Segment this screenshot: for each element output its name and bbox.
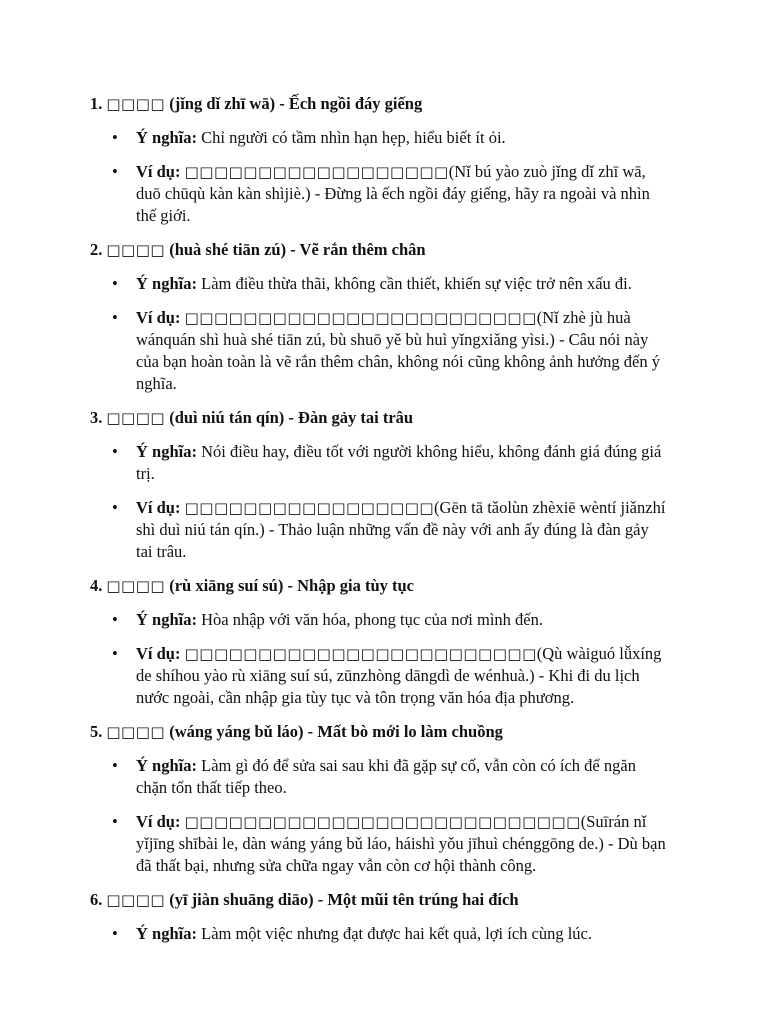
example-text: (Suīrán nǐ yǐjīng shībài le, dàn wáng yáng bǔ láo, háishì yǒu jīhuì chénggōng de.) - Dù bạn đã thất bại, nhưng sửa chữa ngay vẫn còn cơ hội thành công. (136, 812, 666, 875)
entry-number: 1. (90, 94, 103, 113)
idiom-entry-4 (90, 575, 668, 709)
meaning-label: Ý nghĩa: (136, 274, 197, 293)
example-label: Ví dụ: (136, 812, 181, 831)
example-label: Ví dụ: (136, 308, 181, 327)
meaning-text: Làm một việc nhưng đạt được hai kết quả, lợi ích cùng lúc. (201, 924, 593, 943)
example-item (136, 307, 668, 395)
idiom-entry-1 (90, 93, 668, 227)
idiom-heading (90, 239, 668, 261)
example-text: (Qù wàiguó lǚxíng de shíhou yào rù xiāng suí sú, zūnzhòng dāngdì de wénhuà.) - Khi đi du lịch nước ngoài, cần nhập gia tùy tục và tôn trọng văn hóa địa phương. (136, 644, 662, 707)
example-text: (Nǐ zhè jù huà wánquán shì huà shé tiān zú, bù shuō yě bù huì yǐngxiǎng yìsi.) - Câu nói này của bạn hoàn toàn là vẽ rắn thêm chân, không nói cũng không ảnh hưởng đến ý nghĩa. (136, 308, 660, 393)
idiom-title: (rù xiāng suí sú) - Nhập gia tùy tục (169, 576, 414, 595)
idiom-hanzi: □□□□ (106, 891, 166, 909)
idiom-heading (90, 407, 668, 429)
meaning-label: Ý nghĩa: (136, 756, 197, 775)
idiom-details-list (90, 127, 668, 227)
idiom-title: (wáng yáng bǔ láo) - Mất bò mới lo làm chuồng (169, 722, 503, 741)
idiom-heading (90, 889, 668, 911)
meaning-item (136, 441, 668, 485)
idiom-hanzi: □□□□ (106, 241, 166, 259)
idiom-heading (90, 721, 668, 743)
example-item (136, 643, 668, 709)
example-label: Ví dụ: (136, 644, 181, 663)
meaning-item (136, 273, 668, 295)
entry-number: 2. (90, 240, 103, 259)
example-hanzi: □□□□□□□□□□□□□□□□□ (184, 499, 435, 517)
example-hanzi: □□□□□□□□□□□□□□□□□□□□□□□□ (184, 309, 537, 327)
meaning-text: Chỉ người có tầm nhìn hạn hẹp, hiểu biết ít ỏi. (201, 128, 506, 147)
idiom-entry-6 (90, 889, 668, 945)
idiom-entry-3 (90, 407, 668, 563)
entry-number: 4. (90, 576, 103, 595)
entry-number: 6. (90, 890, 103, 909)
idiom-title: (jǐng dǐ zhī wā) - Ếch ngồi đáy giếng (169, 94, 423, 113)
example-hanzi: □□□□□□□□□□□□□□□□□□□□□□□□□□□ (184, 813, 581, 831)
meaning-label: Ý nghĩa: (136, 442, 197, 461)
example-text: (Nǐ bú yào zuò jǐng dǐ zhī wā, duō chūqù kàn kàn shìjiè.) - Đừng là ếch ngồi đáy giếng, hãy ra ngoài và nhìn thế giới. (136, 162, 650, 225)
meaning-label: Ý nghĩa: (136, 128, 197, 147)
example-item (136, 497, 668, 563)
idiom-title: (duì niú tán qín) - Đàn gảy tai trâu (169, 408, 414, 427)
idiom-details-list (90, 923, 668, 945)
idiom-heading (90, 93, 668, 115)
example-item (136, 811, 668, 877)
meaning-label: Ý nghĩa: (136, 610, 197, 629)
idiom-details-list (90, 273, 668, 395)
idiom-heading (90, 575, 668, 597)
meaning-text: Làm điều thừa thãi, không cần thiết, khiến sự việc trở nên xấu đi. (201, 274, 632, 293)
meaning-text: Nói điều hay, điều tốt với người không hiểu, không đánh giá đúng giá trị. (136, 442, 662, 483)
idiom-hanzi: □□□□ (106, 723, 166, 741)
meaning-item (136, 923, 668, 945)
example-label: Ví dụ: (136, 162, 181, 181)
entry-number: 3. (90, 408, 103, 427)
example-hanzi: □□□□□□□□□□□□□□□□□□ (184, 163, 449, 181)
meaning-item (136, 755, 668, 799)
idiom-entry-5 (90, 721, 668, 877)
meaning-text: Hòa nhập với văn hóa, phong tục của nơi mình đến. (201, 610, 543, 629)
meaning-label: Ý nghĩa: (136, 924, 197, 943)
idiom-hanzi: □□□□ (106, 577, 166, 595)
example-text: (Gēn tā tǎolùn zhèxiē wèntí jiǎnzhí shì duì niú tán qín.) - Thảo luận những vấn đề này với anh ấy đúng là đàn gảy tai trâu. (136, 498, 666, 561)
meaning-item (136, 127, 668, 149)
example-item (136, 161, 668, 227)
meaning-item (136, 609, 668, 631)
idiom-entry-2 (90, 239, 668, 395)
idiom-title: (yī jiàn shuāng diāo) - Một mũi tên trúng hai đích (169, 890, 519, 909)
idiom-details-list (90, 755, 668, 877)
idiom-title: (huà shé tiān zú) - Vẽ rắn thêm chân (169, 240, 426, 259)
entry-number: 5. (90, 722, 103, 741)
example-label: Ví dụ: (136, 498, 181, 517)
idiom-hanzi: □□□□ (106, 409, 166, 427)
example-hanzi: □□□□□□□□□□□□□□□□□□□□□□□□ (184, 645, 537, 663)
idiom-hanzi: □□□□ (106, 95, 166, 113)
idiom-details-list (90, 609, 668, 709)
idiom-details-list (90, 441, 668, 563)
meaning-text: Làm gì đó để sửa sai sau khi đã gặp sự cố, vẫn còn có ích để ngăn chặn tổn thất tiếp theo. (136, 756, 636, 797)
